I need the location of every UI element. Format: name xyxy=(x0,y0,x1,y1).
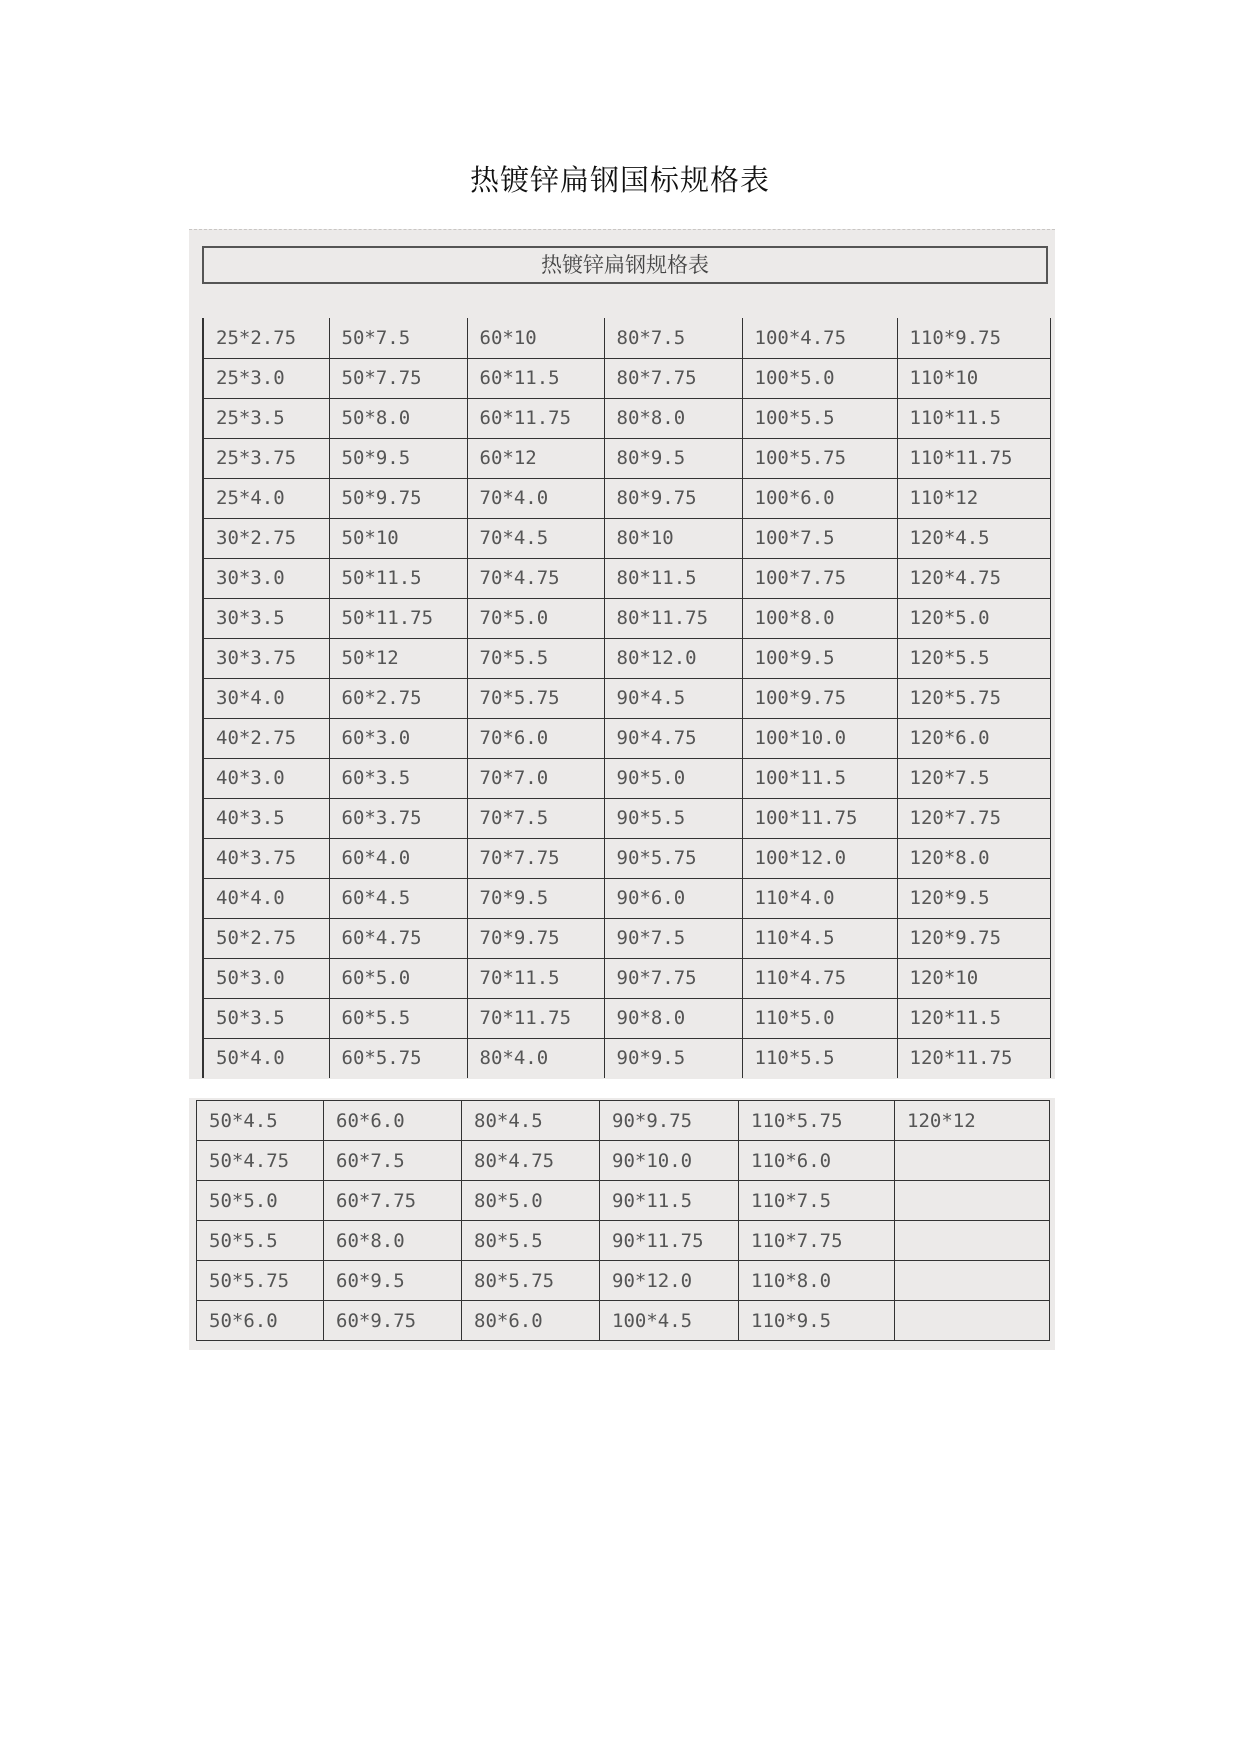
table-cell: 110*12 xyxy=(897,478,1050,518)
table-row xyxy=(203,758,1050,798)
table-cell: 50*6.0 xyxy=(197,1301,324,1341)
table-cell: 70*5.5 xyxy=(467,638,604,678)
table-cell: 110*4.75 xyxy=(742,958,897,998)
table-cell: 60*12 xyxy=(467,438,604,478)
table-row xyxy=(197,1181,1050,1221)
table-cell: 110*5.0 xyxy=(742,998,897,1038)
table-row xyxy=(203,918,1050,958)
table-cell: 70*5.0 xyxy=(467,598,604,638)
table-row xyxy=(203,358,1050,398)
table-cell: 90*9.5 xyxy=(604,1038,742,1078)
table-cell: 70*6.0 xyxy=(467,718,604,758)
table-cell: 100*4.75 xyxy=(742,318,897,358)
table-cell: 90*5.75 xyxy=(604,838,742,878)
table-cell: 80*10 xyxy=(604,518,742,558)
table-cell: 110*11.75 xyxy=(897,438,1050,478)
table-cell: 80*5.0 xyxy=(462,1181,600,1221)
table-caption: 热镀锌扁钢规格表 xyxy=(202,246,1048,284)
table-cell: 70*5.75 xyxy=(467,678,604,718)
table-cell: 110*11.5 xyxy=(897,398,1050,438)
table-cell: 25*4.0 xyxy=(203,478,329,518)
table-cell: 80*4.75 xyxy=(462,1141,600,1181)
table-cell: 100*10.0 xyxy=(742,718,897,758)
table-cell: 80*4.5 xyxy=(462,1101,600,1141)
table-row xyxy=(203,638,1050,678)
table-cell: 120*5.75 xyxy=(897,678,1050,718)
table-cell: 120*7.75 xyxy=(897,798,1050,838)
table-cell: 50*12 xyxy=(329,638,467,678)
table-cell: 90*7.5 xyxy=(604,918,742,958)
table-cell: 60*5.5 xyxy=(329,998,467,1038)
table-cell: 80*5.5 xyxy=(462,1221,600,1261)
table-cell: 100*7.75 xyxy=(742,558,897,598)
table-row xyxy=(203,678,1050,718)
table-cell: 60*7.75 xyxy=(324,1181,462,1221)
table-cell: 110*10 xyxy=(897,358,1050,398)
table-row xyxy=(197,1221,1050,1261)
table-cell: 80*4.0 xyxy=(467,1038,604,1078)
table-cell: 50*4.0 xyxy=(203,1038,329,1078)
table-cell: 90*12.0 xyxy=(600,1261,739,1301)
table-cell: 90*8.0 xyxy=(604,998,742,1038)
table-cell: 70*9.5 xyxy=(467,878,604,918)
table-cell: 120*9.5 xyxy=(897,878,1050,918)
table-row xyxy=(197,1261,1050,1301)
table-cell: 50*10 xyxy=(329,518,467,558)
table-cell: 80*7.5 xyxy=(604,318,742,358)
table-cell: 50*7.5 xyxy=(329,318,467,358)
table-cell: 110*7.75 xyxy=(739,1221,895,1261)
table-row xyxy=(197,1141,1050,1181)
document-title: 热镀锌扁钢国标规格表 xyxy=(469,163,770,197)
table-cell: 30*2.75 xyxy=(203,518,329,558)
table-cell: 120*11.5 xyxy=(897,998,1050,1038)
table-cell: 60*4.5 xyxy=(329,878,467,918)
table-cell: 50*5.75 xyxy=(197,1261,324,1301)
table-cell: 25*2.75 xyxy=(203,318,329,358)
table-cell: 50*11.5 xyxy=(329,558,467,598)
table-cell: 90*7.75 xyxy=(604,958,742,998)
table-cell: 100*9.75 xyxy=(742,678,897,718)
table-row xyxy=(203,518,1050,558)
table-cell: 110*4.0 xyxy=(742,878,897,918)
table-cell: 50*4.75 xyxy=(197,1141,324,1181)
table-row xyxy=(197,1301,1050,1341)
table-cell: 50*5.0 xyxy=(197,1181,324,1221)
table-cell: 100*11.5 xyxy=(742,758,897,798)
table-cell: 50*3.5 xyxy=(203,998,329,1038)
table-row xyxy=(197,1101,1050,1141)
table-cell: 120*12 xyxy=(895,1101,1050,1141)
table-cell: 120*8.0 xyxy=(897,838,1050,878)
table-cell: 90*11.75 xyxy=(600,1221,739,1261)
table-cell: 50*11.75 xyxy=(329,598,467,638)
table-cell: 90*4.75 xyxy=(604,718,742,758)
table-cell: 50*9.75 xyxy=(329,478,467,518)
table-row xyxy=(203,998,1050,1038)
table-cell: 60*6.0 xyxy=(324,1101,462,1141)
table-cell: 60*5.0 xyxy=(329,958,467,998)
table-cell: 120*5.0 xyxy=(897,598,1050,638)
table-cell: 100*8.0 xyxy=(742,598,897,638)
table-cell: 70*4.0 xyxy=(467,478,604,518)
table-cell xyxy=(895,1221,1050,1261)
table-cell: 60*5.75 xyxy=(329,1038,467,1078)
table-cell: 100*5.5 xyxy=(742,398,897,438)
table-cell: 40*2.75 xyxy=(203,718,329,758)
table-cell: 90*10.0 xyxy=(600,1141,739,1181)
table-cell: 50*9.5 xyxy=(329,438,467,478)
table-row xyxy=(203,1038,1050,1078)
table-cell: 60*9.75 xyxy=(324,1301,462,1341)
table-cell: 120*7.5 xyxy=(897,758,1050,798)
table-cell: 110*9.5 xyxy=(739,1301,895,1341)
table-cell: 90*11.5 xyxy=(600,1181,739,1221)
table-cell: 70*9.75 xyxy=(467,918,604,958)
table-cell: 90*4.5 xyxy=(604,678,742,718)
table-cell: 50*8.0 xyxy=(329,398,467,438)
spec-table-bottom xyxy=(196,1100,1050,1341)
table-row xyxy=(203,598,1050,638)
table-cell: 30*4.0 xyxy=(203,678,329,718)
table-cell: 80*6.0 xyxy=(462,1301,600,1341)
table-cell: 120*10 xyxy=(897,958,1050,998)
table-cell: 80*12.0 xyxy=(604,638,742,678)
table-cell: 40*3.5 xyxy=(203,798,329,838)
table-cell: 60*11.5 xyxy=(467,358,604,398)
table-cell: 60*2.75 xyxy=(329,678,467,718)
table-cell: 60*7.5 xyxy=(324,1141,462,1181)
table-cell: 100*4.5 xyxy=(600,1301,739,1341)
table-cell: 100*5.75 xyxy=(742,438,897,478)
table-cell: 70*4.5 xyxy=(467,518,604,558)
table-cell: 110*5.75 xyxy=(739,1101,895,1141)
table-cell xyxy=(895,1181,1050,1221)
table-cell: 120*4.75 xyxy=(897,558,1050,598)
table-row xyxy=(203,478,1050,518)
table-cell xyxy=(895,1141,1050,1181)
table-cell: 60*3.75 xyxy=(329,798,467,838)
table-cell: 110*7.5 xyxy=(739,1181,895,1221)
table-cell: 110*5.5 xyxy=(742,1038,897,1078)
table-row xyxy=(203,958,1050,998)
table-row xyxy=(203,838,1050,878)
table-cell: 80*8.0 xyxy=(604,398,742,438)
table-cell: 70*7.0 xyxy=(467,758,604,798)
table-cell: 60*3.0 xyxy=(329,718,467,758)
table-cell: 120*9.75 xyxy=(897,918,1050,958)
table-cell: 70*4.75 xyxy=(467,558,604,598)
spec-table-top xyxy=(202,318,1051,1078)
table-cell xyxy=(895,1301,1050,1341)
table-cell: 70*7.5 xyxy=(467,798,604,838)
table-cell: 120*6.0 xyxy=(897,718,1050,758)
table-cell: 100*12.0 xyxy=(742,838,897,878)
table-cell: 50*5.5 xyxy=(197,1221,324,1261)
table-cell: 60*4.75 xyxy=(329,918,467,958)
table-cell: 70*11.5 xyxy=(467,958,604,998)
table-cell: 90*5.5 xyxy=(604,798,742,838)
table-cell: 110*8.0 xyxy=(739,1261,895,1301)
table-cell: 40*3.0 xyxy=(203,758,329,798)
table-cell: 90*5.0 xyxy=(604,758,742,798)
table-cell: 60*3.5 xyxy=(329,758,467,798)
table-cell: 60*9.5 xyxy=(324,1261,462,1301)
table-cell: 40*4.0 xyxy=(203,878,329,918)
table-cell: 25*3.5 xyxy=(203,398,329,438)
table-row xyxy=(203,718,1050,758)
table-cell: 25*3.75 xyxy=(203,438,329,478)
table-row xyxy=(203,558,1050,598)
table-cell: 30*3.0 xyxy=(203,558,329,598)
table-cell: 100*11.75 xyxy=(742,798,897,838)
table-cell: 50*2.75 xyxy=(203,918,329,958)
table-cell: 110*4.5 xyxy=(742,918,897,958)
table-row xyxy=(203,318,1050,358)
table-cell: 60*4.0 xyxy=(329,838,467,878)
table-cell: 80*11.75 xyxy=(604,598,742,638)
table-row xyxy=(203,398,1050,438)
table-cell: 80*11.5 xyxy=(604,558,742,598)
table-cell: 100*9.5 xyxy=(742,638,897,678)
table-cell: 40*3.75 xyxy=(203,838,329,878)
table-cell: 60*10 xyxy=(467,318,604,358)
table-row xyxy=(203,878,1050,918)
table-cell xyxy=(895,1261,1050,1301)
table-cell: 100*7.5 xyxy=(742,518,897,558)
table-cell: 30*3.5 xyxy=(203,598,329,638)
table-cell: 25*3.0 xyxy=(203,358,329,398)
table-cell: 100*5.0 xyxy=(742,358,897,398)
table-cell: 90*9.75 xyxy=(600,1101,739,1141)
table-cell: 110*6.0 xyxy=(739,1141,895,1181)
table-cell: 50*7.75 xyxy=(329,358,467,398)
table-cell: 60*11.75 xyxy=(467,398,604,438)
table-cell: 120*11.75 xyxy=(897,1038,1050,1078)
table-cell: 50*3.0 xyxy=(203,958,329,998)
table-row xyxy=(203,798,1050,838)
table-cell: 30*3.75 xyxy=(203,638,329,678)
table-cell: 110*9.75 xyxy=(897,318,1050,358)
table-cell: 100*6.0 xyxy=(742,478,897,518)
table-cell: 50*4.5 xyxy=(197,1101,324,1141)
table-cell: 90*6.0 xyxy=(604,878,742,918)
table-row xyxy=(203,438,1050,478)
table-cell: 80*9.5 xyxy=(604,438,742,478)
table-cell: 80*5.75 xyxy=(462,1261,600,1301)
table-cell: 120*5.5 xyxy=(897,638,1050,678)
table-cell: 120*4.5 xyxy=(897,518,1050,558)
table-cell: 70*7.75 xyxy=(467,838,604,878)
table-cell: 70*11.75 xyxy=(467,998,604,1038)
table-cell: 80*7.75 xyxy=(604,358,742,398)
table-cell: 80*9.75 xyxy=(604,478,742,518)
table-cell: 60*8.0 xyxy=(324,1221,462,1261)
